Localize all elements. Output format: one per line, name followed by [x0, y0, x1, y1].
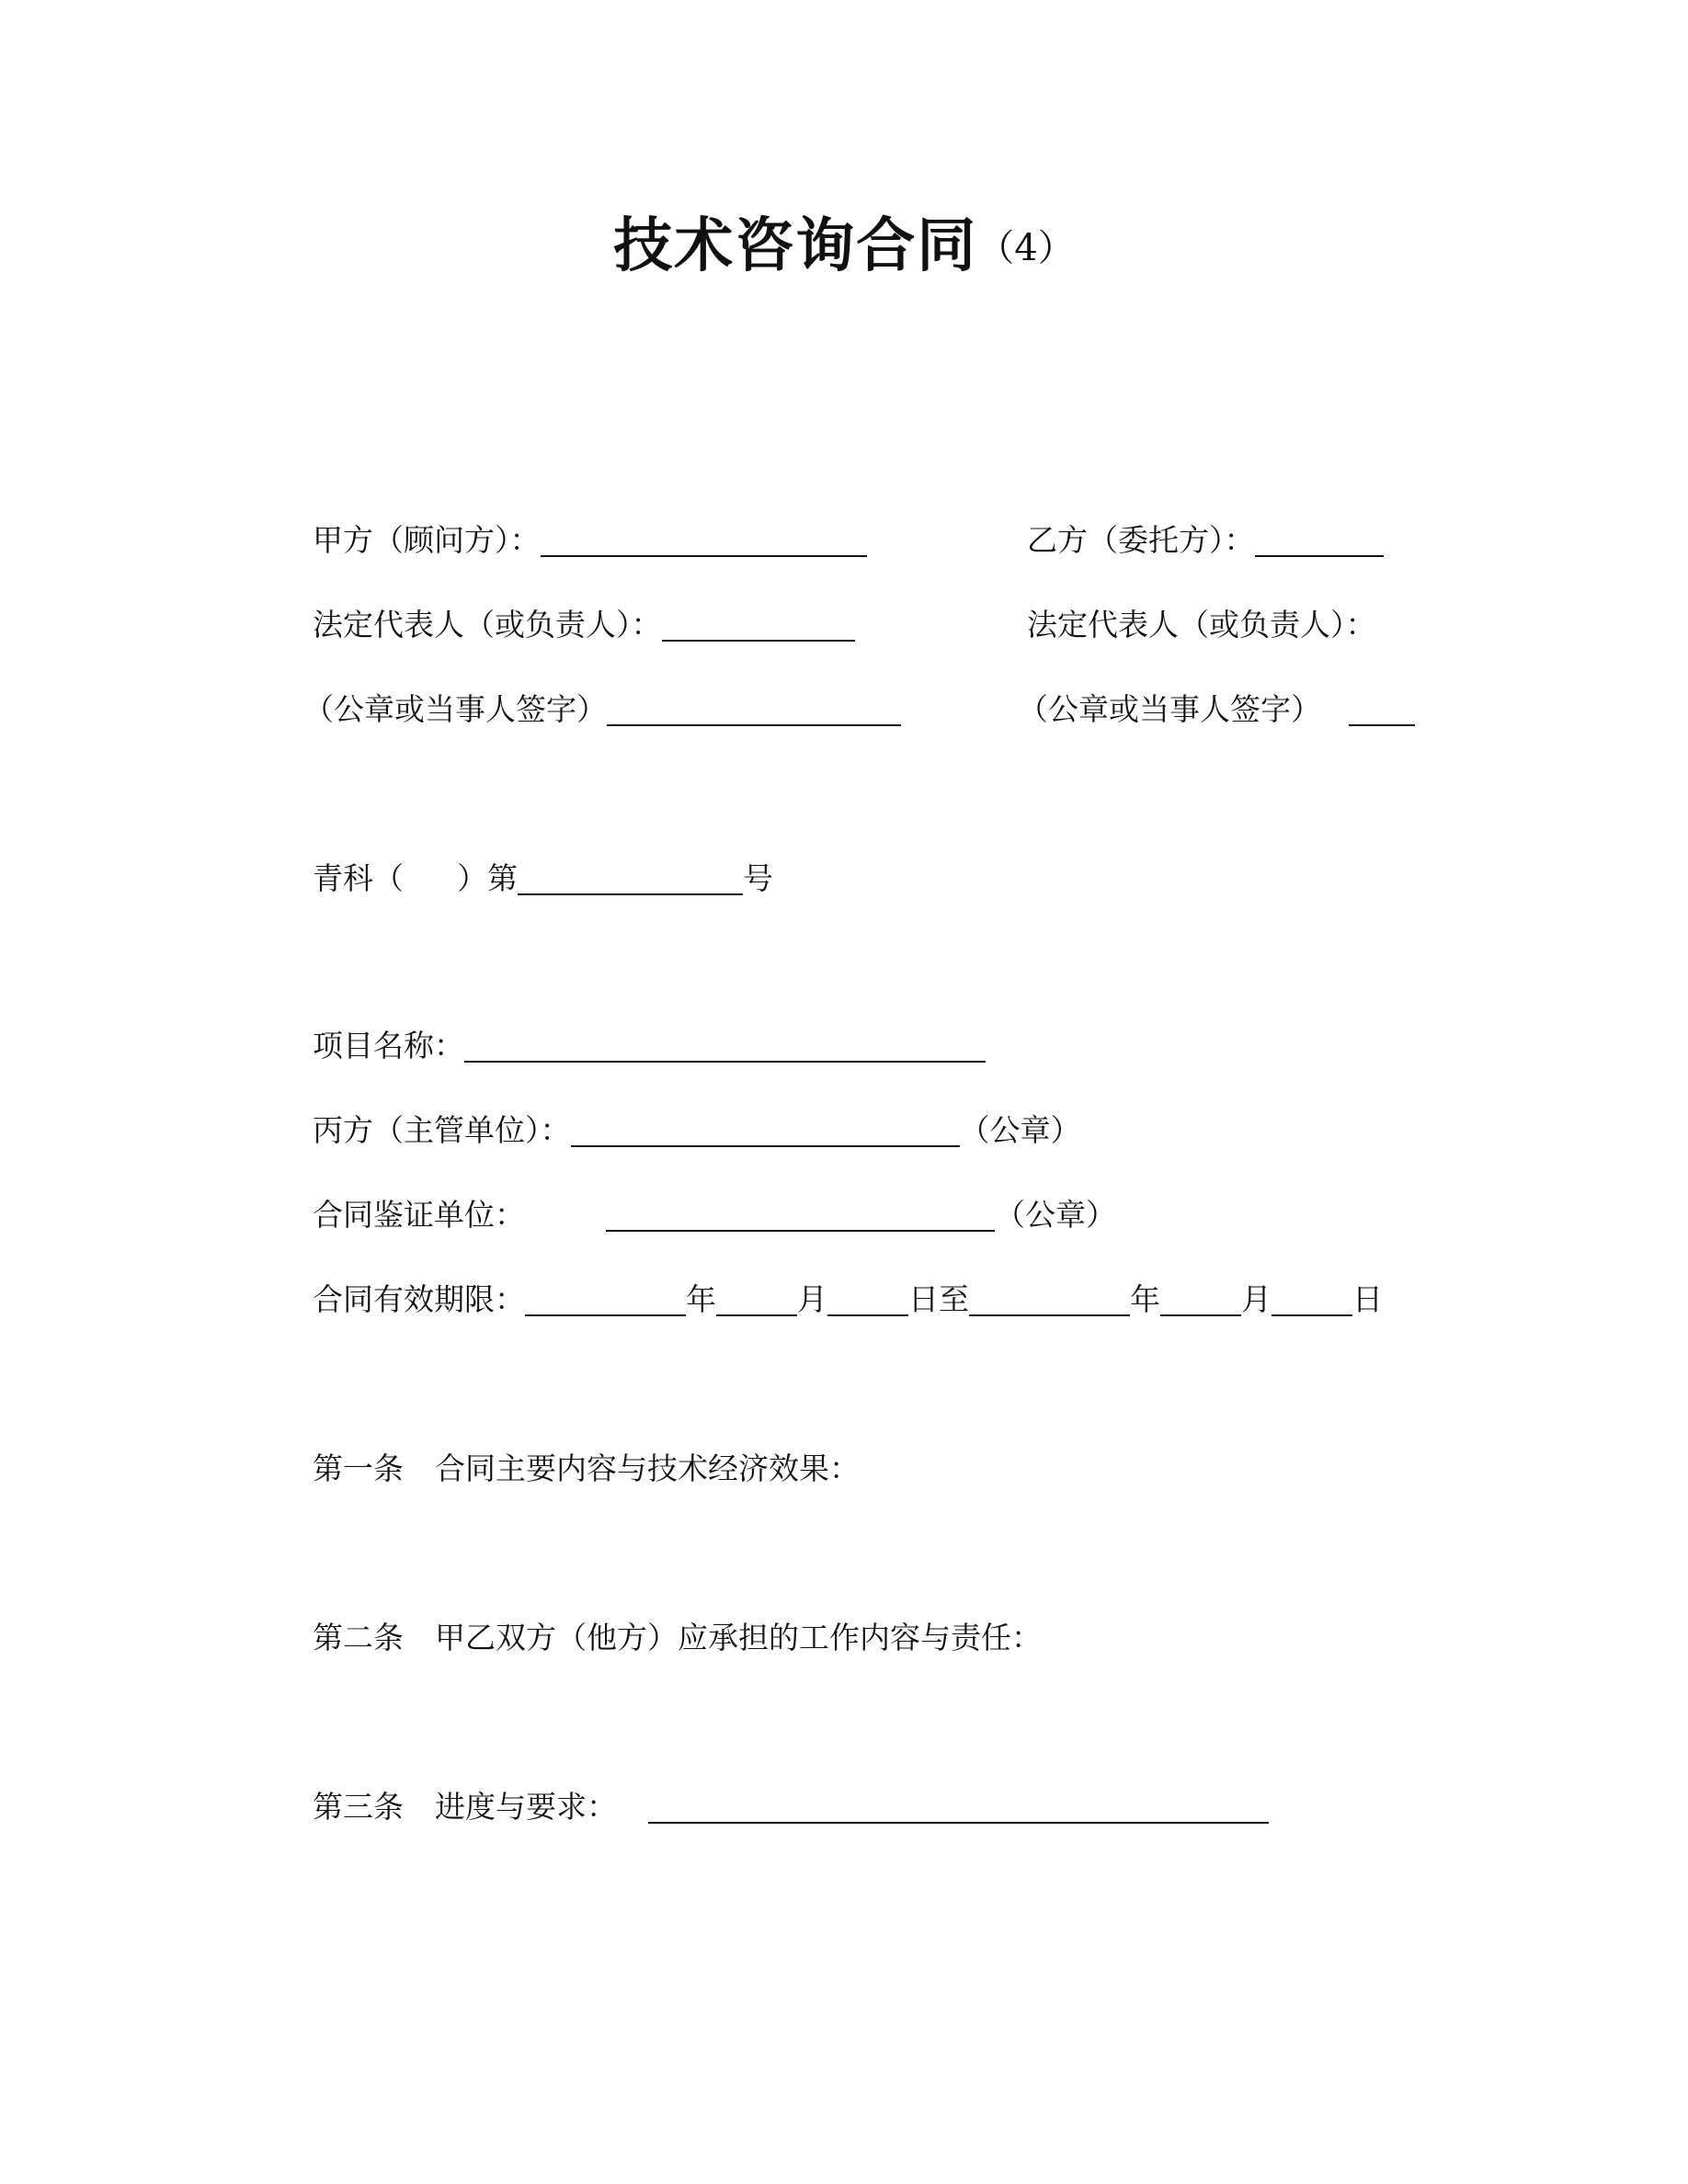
validity-day2: 日	[1352, 1281, 1383, 1317]
title-suffix: （4）	[977, 227, 1075, 269]
article-3-blank[interactable]	[648, 1791, 1269, 1824]
title-main: 技术咨询合同	[613, 212, 978, 280]
article-number: 第一条	[313, 1450, 404, 1486]
validity-month2: 月	[1241, 1281, 1272, 1317]
party-c-seal: （公章）	[959, 1112, 1081, 1148]
project-name-label: 项目名称：	[313, 1028, 464, 1064]
party-a-blank[interactable]	[541, 524, 867, 557]
contract-no-blank[interactable]	[518, 862, 743, 895]
validity-month: 月	[797, 1281, 827, 1317]
verifier-line	[313, 1195, 1116, 1235]
party-c-label: 丙方（主管单位）：	[313, 1112, 571, 1148]
party-a-line	[313, 520, 867, 561]
validity-label: 合同有效期限：	[313, 1281, 525, 1317]
project-name-blank[interactable]	[464, 1029, 986, 1063]
contract-no-middle: ）第	[457, 860, 518, 896]
party-a-rep-blank[interactable]	[662, 609, 855, 642]
party-a-seal-blank[interactable]	[607, 693, 901, 726]
party-a-rep-line	[313, 605, 855, 645]
party-b-rep-label: 法定代表人（或负责人）：	[1027, 607, 1376, 643]
verifier-label: 合同鉴证单位：	[313, 1197, 525, 1233]
validity-year: 年	[686, 1281, 716, 1317]
contract-number-line	[313, 859, 773, 899]
document-title	[0, 199, 1688, 283]
party-b-seal-line	[1018, 689, 1415, 730]
party-c-line	[313, 1110, 1081, 1151]
article-2	[313, 1618, 1042, 1658]
article-number: 第三条	[313, 1789, 404, 1825]
verifier-blank[interactable]	[606, 1199, 995, 1232]
validity-year2: 年	[1130, 1281, 1160, 1317]
article-text: 合同主要内容与技术经济效果：	[435, 1450, 860, 1486]
validity-day-to: 日至	[908, 1281, 969, 1317]
article-number: 第二条	[313, 1620, 404, 1655]
validity-start-year-blank[interactable]	[525, 1283, 686, 1316]
party-a-seal-line	[303, 689, 901, 730]
verifier-seal: （公章）	[995, 1197, 1116, 1233]
project-name-line	[313, 1026, 986, 1066]
validity-end-year-blank[interactable]	[969, 1283, 1130, 1316]
party-b-line	[1027, 520, 1384, 561]
party-a-seal-label: （公章或当事人签字）	[303, 691, 607, 727]
validity-end-month-blank[interactable]	[1160, 1283, 1241, 1316]
party-b-seal-label: （公章或当事人签字）	[1018, 691, 1321, 727]
party-b-blank[interactable]	[1255, 524, 1384, 557]
validity-start-day-blank[interactable]	[827, 1283, 908, 1316]
validity-end-day-blank[interactable]	[1272, 1283, 1352, 1316]
article-text: 进度与要求：	[435, 1789, 617, 1825]
contract-no-suffix: 号	[743, 860, 773, 896]
article-1	[313, 1449, 860, 1489]
party-c-blank[interactable]	[571, 1114, 960, 1147]
party-a-label: 甲方（顾问方）：	[313, 522, 541, 558]
party-b-seal-blank[interactable]	[1349, 693, 1415, 726]
party-a-rep-label: 法定代表人（或负责人）：	[313, 607, 662, 643]
validity-line	[313, 1280, 1383, 1320]
party-b-rep-line	[1027, 605, 1376, 645]
article-3	[313, 1787, 1269, 1827]
contract-no-prefix: 青科（	[313, 860, 404, 896]
article-text: 甲乙双方（他方）应承担的工作内容与责任：	[435, 1620, 1042, 1655]
validity-start-month-blank[interactable]	[716, 1283, 797, 1316]
party-b-label: 乙方（委托方）：	[1027, 522, 1255, 558]
